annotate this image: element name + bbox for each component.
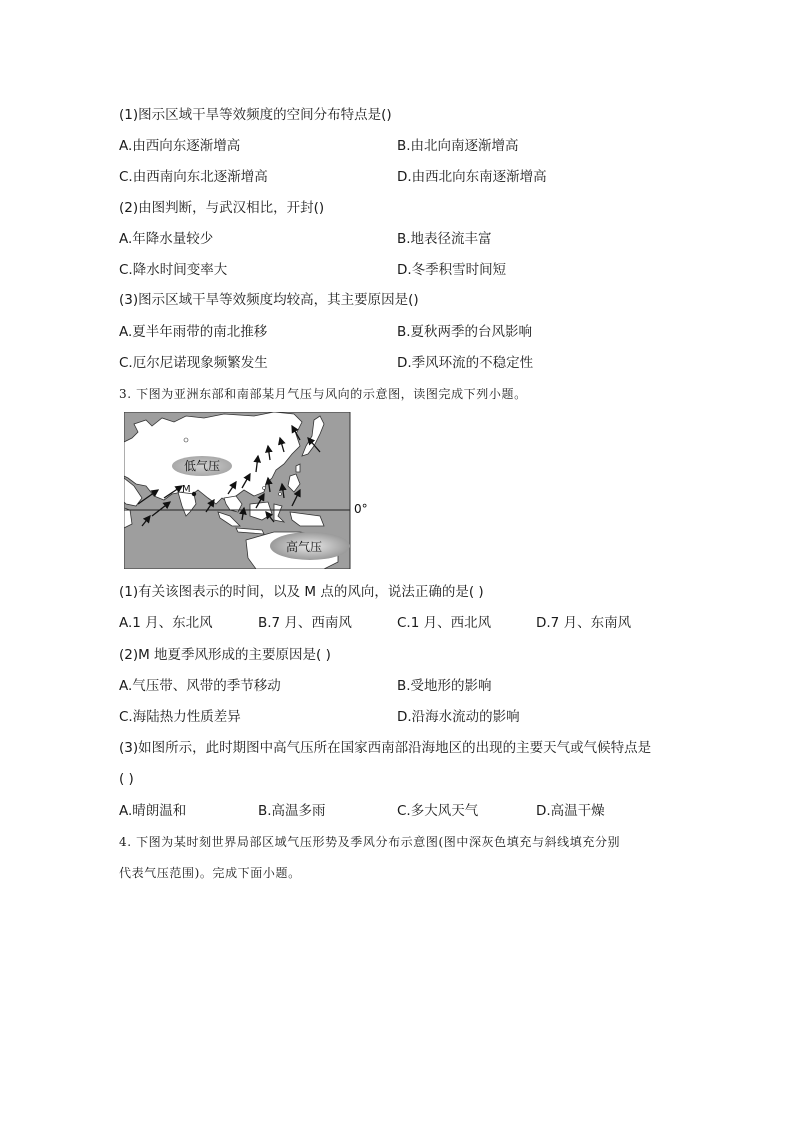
q3-stem: 3. 下图为亚洲东部和南部某月气压与风向的示意图，读图完成下列小题。 <box>119 387 527 401</box>
q1-sub3-option-d: D.季风环流的不稳定性 <box>397 355 534 371</box>
q1-sub1-stem: (1)图示区域干旱等效频度的空间分布特点是() <box>119 107 392 123</box>
q3-sub1-option-a: A.1 月、东北风 <box>119 615 213 631</box>
q3-sub2-option-c: C.海陆热力性质差异 <box>119 709 241 725</box>
q3-sub1-option-b: B.7 月、西南风 <box>258 615 352 631</box>
q3-sub3-option-c: C.多大风天气 <box>397 803 479 819</box>
q1-sub1-option-c: C.由西南向东北逐渐增高 <box>119 169 268 185</box>
q3-sub3-option-d: D.高温干燥 <box>536 803 605 819</box>
q3-sub3-stem-line2: ( ) <box>119 771 134 787</box>
q3-sub3-stem-line1: (3)如图所示，此时期图中高气压所在国家西南部沿海地区的出现的主要天气或气候特点是 <box>119 740 652 756</box>
q3-sub1-option-c: C.1 月、西北风 <box>397 615 492 631</box>
q4-stem-line2: 代表气压范围)。完成下面小题。 <box>119 866 301 880</box>
q1-sub3-option-c: C.厄尔尼诺现象频繁发生 <box>119 355 268 371</box>
q1-sub3-option-a: A.夏半年雨带的南北推移 <box>119 324 268 340</box>
q1-sub1-option-b: B.由北向南逐渐增高 <box>397 138 519 154</box>
q3-sub3-option-b: B.高温多雨 <box>258 803 326 819</box>
equator-label: 0° <box>354 502 368 516</box>
q1-sub2-option-d: D.冬季积雪时间短 <box>397 262 507 278</box>
q1-sub1-option-d: D.由西北向东南逐渐增高 <box>397 169 547 185</box>
low-pressure-label: 低气压 <box>184 459 221 473</box>
map-island <box>263 487 266 490</box>
point-m-label: M <box>182 484 191 495</box>
q3-sub2-option-b: B.受地形的影响 <box>397 678 492 694</box>
q1-sub2-option-a: A.年降水量较少 <box>119 231 214 247</box>
q1-sub3-stem: (3)图示区域干旱等效频度均较高，其主要原因是() <box>119 292 419 308</box>
q3-sub2-stem: (2)M 地夏季风形成的主要原因是( ) <box>119 647 331 663</box>
q3-sub3-option-a: A.晴朗温和 <box>119 803 187 819</box>
high-pressure-label: 高气压 <box>286 540 323 554</box>
q3-sub1-option-d: D.7 月、东南风 <box>536 615 632 631</box>
pressure-wind-map <box>124 412 382 569</box>
q4-stem-line1: 4. 下图为某时刻世界局部区域气压形势及季风分布示意图(图中深灰色填充与斜线填充分别 <box>119 835 621 849</box>
q1-sub2-option-b: B.地表径流丰富 <box>397 231 492 247</box>
map-island <box>279 493 282 496</box>
map-island <box>184 438 188 442</box>
q1-sub3-option-b: B.夏秋两季的台风影响 <box>397 324 533 340</box>
q3-sub1-stem: (1)有关该图表示的时间，以及 M 点的风向，说法正确的是( ) <box>119 584 484 600</box>
q1-sub2-option-c: C.降水时间变率大 <box>119 262 228 278</box>
q1-sub2-stem: (2)由图判断，与武汉相比，开封() <box>119 200 325 216</box>
q3-sub2-option-a: A.气压带、风带的季节移动 <box>119 678 281 694</box>
point-m <box>192 492 196 496</box>
q3-sub2-option-d: D.沿海水流动的影响 <box>397 709 520 725</box>
q1-sub1-option-a: A.由西向东逐渐增高 <box>119 138 241 154</box>
